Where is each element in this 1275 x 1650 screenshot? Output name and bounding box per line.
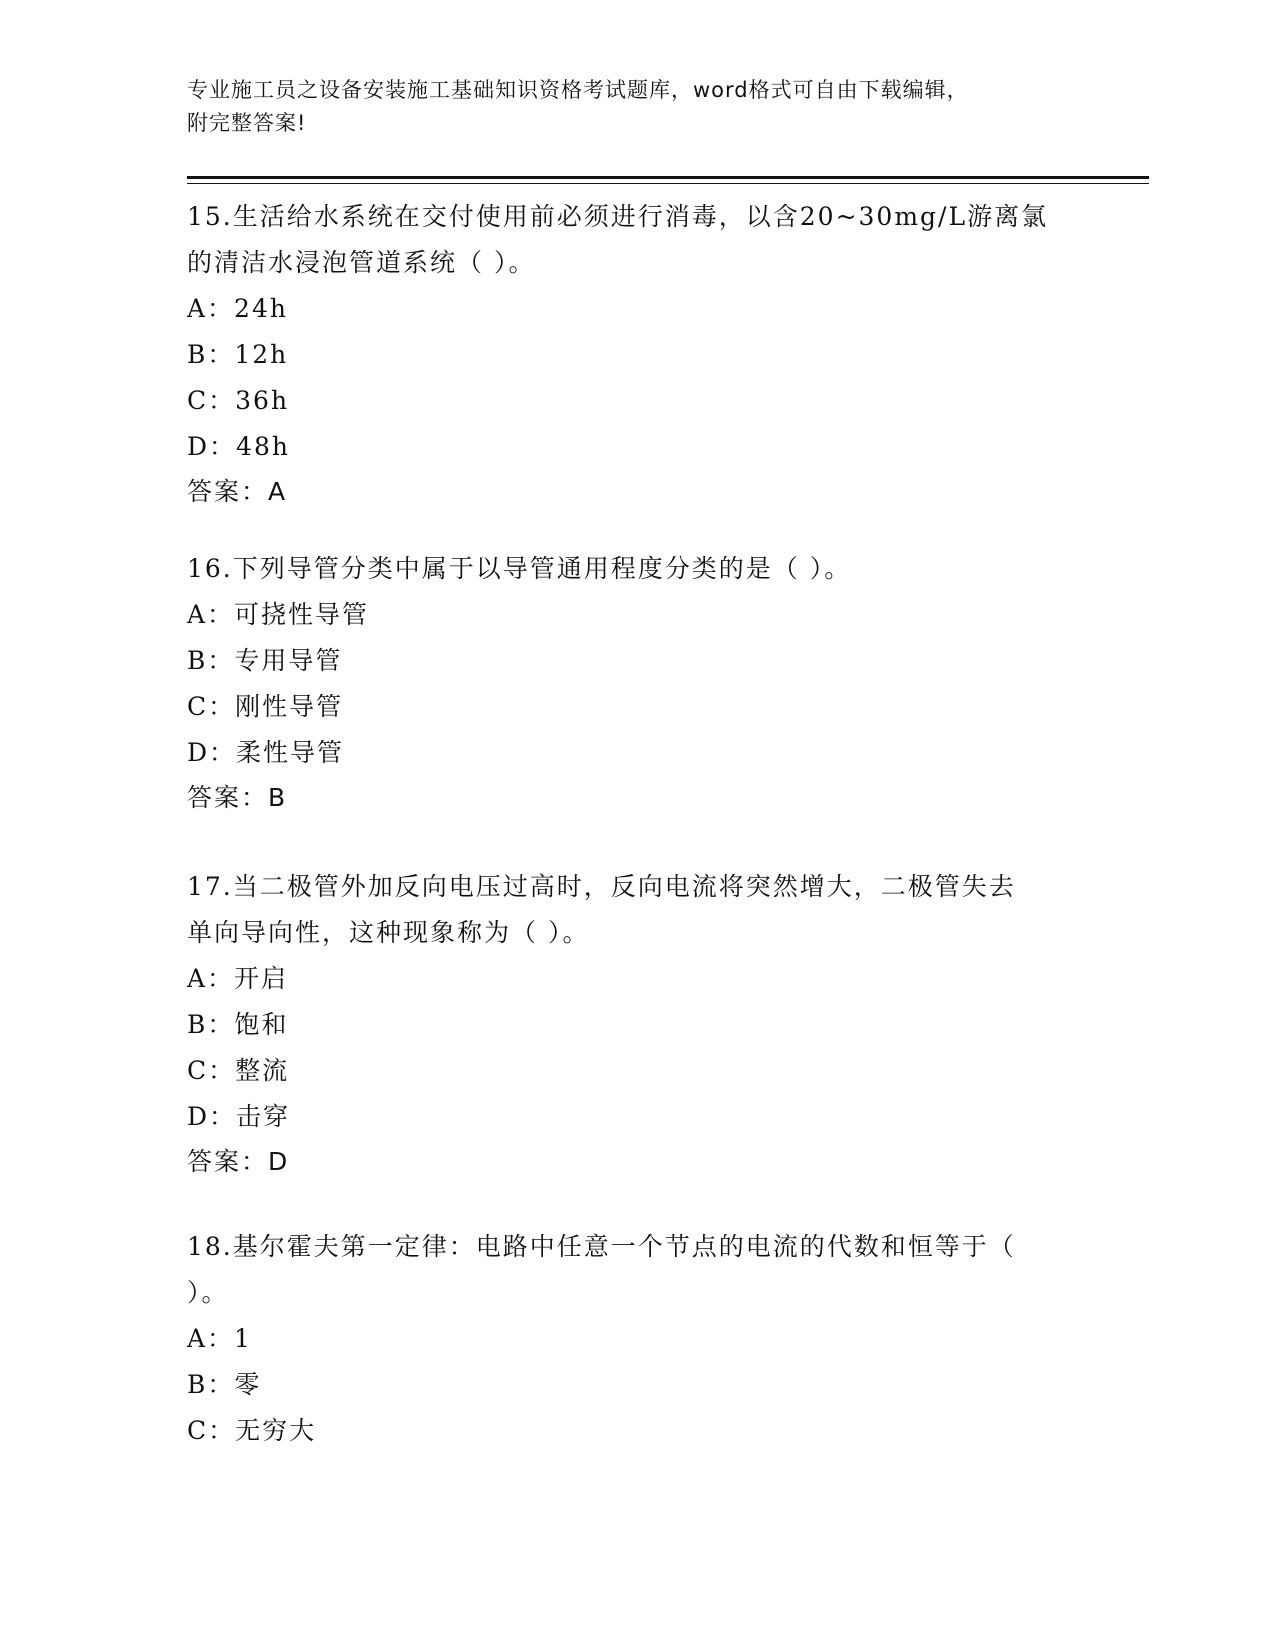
header-line-1: 专业施工员之设备安装施工基础知识资格考试题库，word格式可自由下载编辑， (187, 78, 969, 102)
question-18 (187, 1224, 1087, 1454)
option-d: D：48h (187, 432, 290, 461)
header-line-2: 附完整答案! (187, 111, 307, 135)
option-b: B：饱和 (187, 1010, 289, 1039)
answer: 答案：A (187, 477, 288, 506)
question-text-line-2: 单向导向性，这种现象称为（ ）。 (187, 918, 590, 947)
option-c: C：刚性导管 (187, 692, 344, 721)
question-text-line-1: 17.当二极管外加反向电压过高时，反向电流将突然增大，二极管失去 (187, 872, 1016, 901)
option-b: B：专用导管 (187, 646, 343, 675)
question-text-line-1: 15.生活给水系统在交付使用前必须进行消毒，以含20~30mg/L游离氯 (187, 202, 1049, 231)
question-17 (187, 864, 1087, 1184)
document-header (187, 74, 1087, 140)
option-b: B：零 (187, 1370, 262, 1399)
question-16 (187, 546, 1087, 820)
option-b: B：12h (187, 340, 289, 369)
option-a: A：开启 (187, 964, 289, 993)
question-text-line-2: ）。 (187, 1278, 229, 1307)
answer: 答案：B (187, 783, 288, 812)
option-c: C：整流 (187, 1056, 290, 1085)
option-a: A：可挠性导管 (187, 600, 370, 629)
option-c: C：无穷大 (187, 1416, 317, 1445)
option-c: C：36h (187, 386, 290, 415)
option-d: D：柔性导管 (187, 738, 345, 767)
option-a: A：24h (187, 294, 288, 323)
option-d: D：击穿 (187, 1102, 291, 1131)
header-divider-thick (187, 176, 1149, 179)
answer: 答案：D (187, 1147, 290, 1176)
question-text-line-1: 16.下列导管分类中属于以导管通用程度分类的是（ ）。 (187, 554, 852, 583)
option-a: A：1 (187, 1324, 252, 1353)
question-text-line-1: 18.基尔霍夫第一定律：电路中任意一个节点的电流的代数和恒等于（ (187, 1232, 1016, 1261)
question-15 (187, 194, 1087, 514)
header-divider-thin (187, 183, 1149, 184)
question-text-line-2: 的清洁水浸泡管道系统（ ）。 (187, 248, 536, 277)
